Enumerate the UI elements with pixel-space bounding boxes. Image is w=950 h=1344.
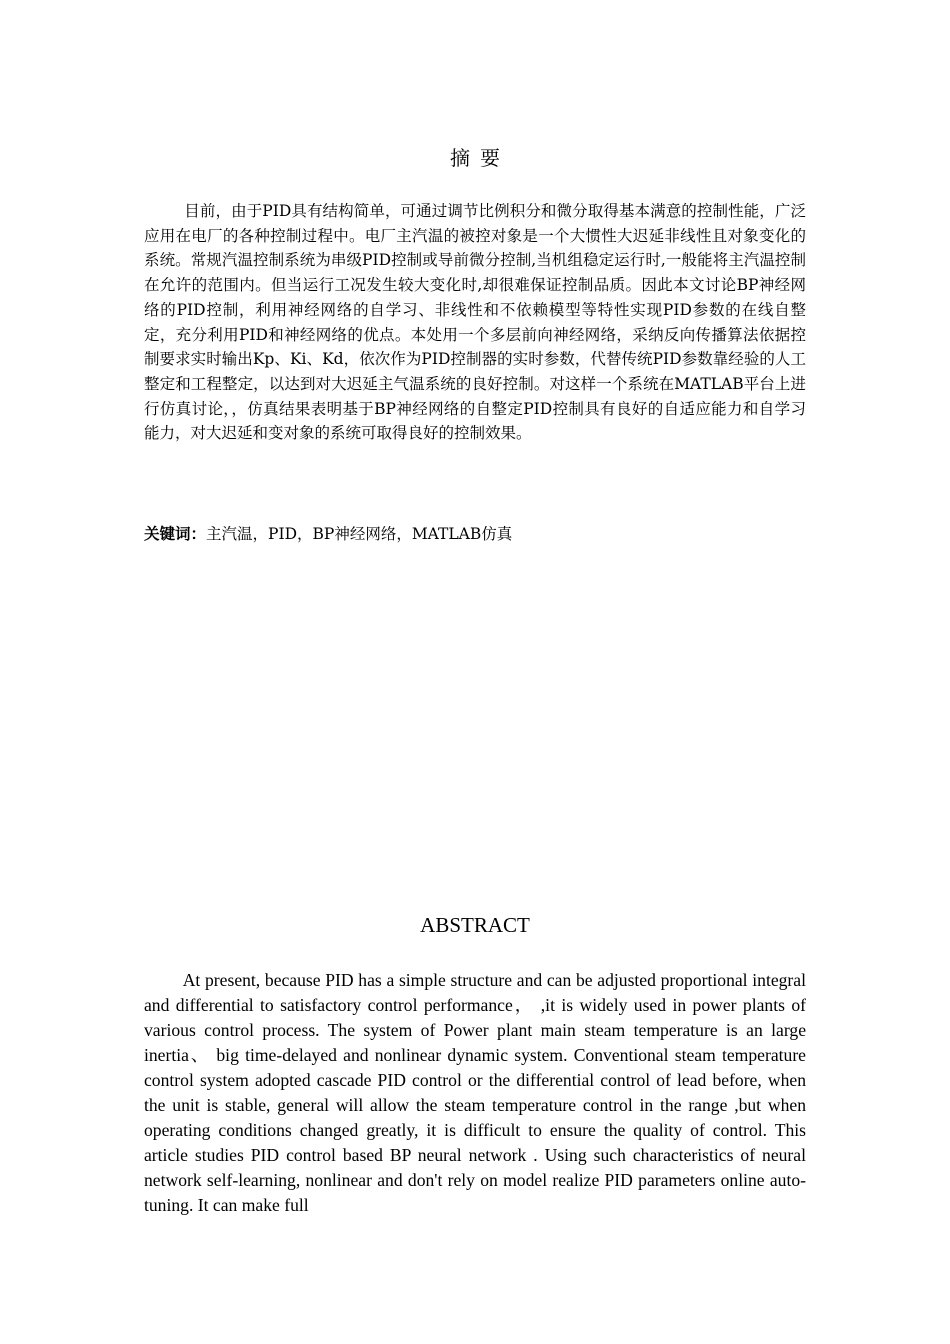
keywords-label: 关键词： bbox=[144, 525, 207, 543]
keywords-value: 主汽温，PID，BP神经网络，MATLAB仿真 bbox=[206, 525, 513, 543]
abstract-en-body: At present, because PID has a simple structure and can be adjusted proportional integral and differential to satisfactory control performance， ,it is widely used in power plants of various control process. The system of Power plant main steam temperature is an large inertia、 big time-delayed and nonlinear dynamic system. Conventional steam temperature control system adopted cascade PID control or the differential control of lead before, when the unit is stable, general will allow the steam temperature control in the range ,but when operating conditions changed greatly, it is difficult to ensure the quality of control. This article studies PID control based BP neural network . Using such characteristics of neural network self-learning, nonlinear and don't rely on model realize PID parameters online auto-tuning. It can make full bbox=[144, 970, 806, 1215]
keywords-line bbox=[144, 522, 806, 546]
abstract-cn-title: 摘要 bbox=[450, 146, 510, 170]
abstract-en-title: ABSTRACT bbox=[420, 913, 530, 937]
abstract-cn-body: 目前，由于PID具有结构简单，可通过调节比例积分和微分取得基本满意的控制性能，广泛应用在电厂的各种控制过程中。电厂主汽温的被控对象是一个大惯性大迟延非线性且对象变化的系统。常规汽温控制系统为串级PID控制或导前微分控制,当机组稳定运行时,一般能将主汽温控制在允许的范围内。但当运行工况发生较大变化时,却很难保证控制品质。因此本文讨论BP神经网络的PID控制，利用神经网络的自学习、非线性和不依赖模型等特性实现PID参数的在线自整定，充分利用PID和神经网络的优点。本处用一个多层前向神经网络，采纳反向传播算法依据控制要求实时输出Kp、Ki、Kd，依次作为PID控制器的实时参数，代替传统PID参数靠经验的人工整定和工程整定，以达到对大迟延主气温系统的良好控制。对这样一个系统在MATLAB平台上进行仿真讨论，，仿真结果表明基于BP神经网络的自整定PID控制具有良好的自适应能力和自学习能力，对大迟延和变对象的系统可取得良好的控制效果。 bbox=[144, 202, 806, 443]
